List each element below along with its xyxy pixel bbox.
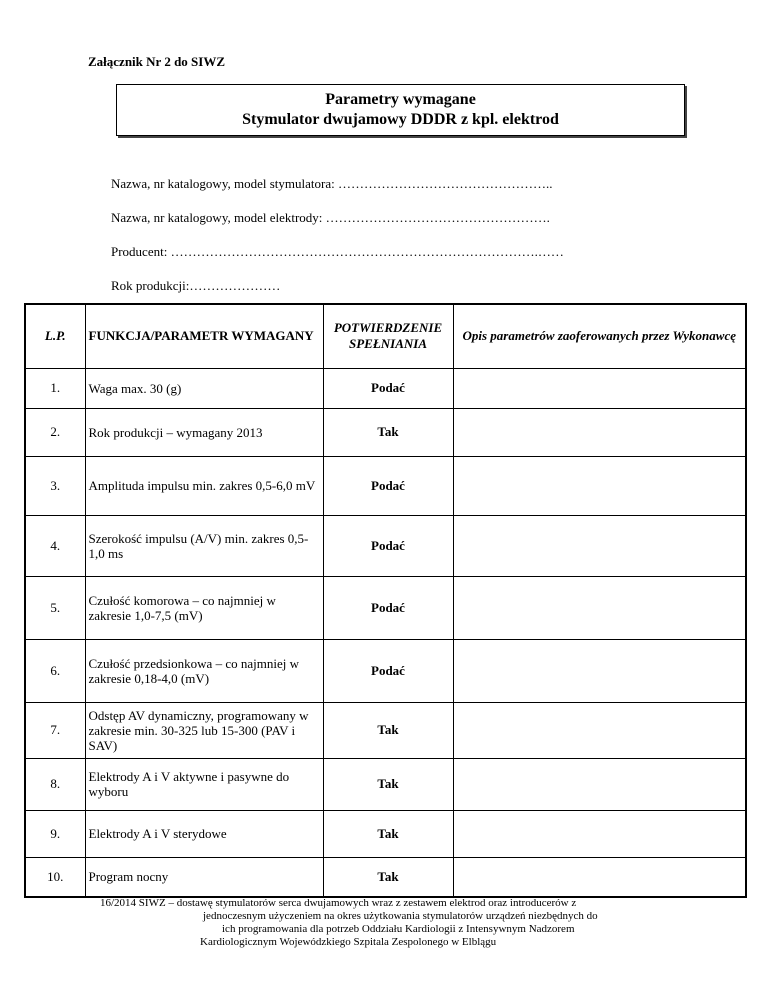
row-confirmation: Podać bbox=[323, 639, 453, 702]
field-electrode-model: Nazwa, nr katalogowy, model elektrody: ……………………………………………. bbox=[111, 210, 550, 225]
row-description[interactable] bbox=[453, 758, 746, 810]
row-function: Czułość komorowa – co najmniej w zakresie 1,0-7,5 (mV) bbox=[85, 576, 323, 639]
row-function: Szerokość impulsu (A/V) min. zakres 0,5-1,0 ms bbox=[85, 515, 323, 576]
row-lp: 10. bbox=[25, 857, 85, 897]
title-line-1: Parametry wymagane bbox=[325, 91, 476, 108]
row-description[interactable] bbox=[453, 857, 746, 897]
row-function: Elektrody A i V sterydowe bbox=[85, 810, 323, 857]
row-description[interactable] bbox=[453, 368, 746, 408]
row-lp: 7. bbox=[25, 702, 85, 758]
row-description[interactable] bbox=[453, 639, 746, 702]
row-confirmation: Tak bbox=[323, 702, 453, 758]
table-row bbox=[25, 758, 746, 810]
row-function: Czułość przedsionkowa – co najmniej w zakresie 0,18-4,0 (mV) bbox=[85, 639, 323, 702]
row-description[interactable] bbox=[453, 456, 746, 515]
row-lp: 8. bbox=[25, 758, 85, 810]
row-confirmation: Podać bbox=[323, 368, 453, 408]
parameters-table bbox=[24, 303, 747, 898]
row-function: Amplituda impulsu min. zakres 0,5-6,0 mV bbox=[85, 456, 323, 515]
footer-line-4: Kardiologicznym Wojewódzkiego Szpitala Zespolonego w Elblągu bbox=[200, 936, 497, 948]
row-function: Waga max. 30 (g) bbox=[85, 368, 323, 408]
row-description[interactable] bbox=[453, 408, 746, 456]
table-row bbox=[25, 408, 746, 456]
table-row bbox=[25, 857, 746, 897]
table-row bbox=[25, 456, 746, 515]
row-function: Rok produkcji – wymagany 2013 bbox=[85, 408, 323, 456]
footer-line-3: ich programowania dla potrzeb Oddziału Kardiologii z Intensywnym Nadzorem bbox=[222, 923, 575, 935]
header-lp: L.P. bbox=[25, 304, 85, 368]
field-producer: Producent: ………………………………………………………………………….…… bbox=[111, 244, 564, 259]
row-confirmation: Tak bbox=[323, 758, 453, 810]
row-description[interactable] bbox=[453, 576, 746, 639]
row-lp: 6. bbox=[25, 639, 85, 702]
form-fields bbox=[111, 174, 564, 310]
row-confirmation: Tak bbox=[323, 408, 453, 456]
table-row bbox=[25, 368, 746, 408]
table-row bbox=[25, 702, 746, 758]
header-description: Opis parametrów zaoferowanych przez Wykonawcę bbox=[453, 304, 746, 368]
footer-line-2: jednoczesnym użyczeniem na okres użytkowania stymulatorów urządzeń niezbędnych do bbox=[203, 910, 598, 922]
row-lp: 1. bbox=[25, 368, 85, 408]
row-lp: 5. bbox=[25, 576, 85, 639]
table-row bbox=[25, 515, 746, 576]
title-line-2: Stymulator dwujamowy DDDR z kpl. elektrod bbox=[242, 111, 559, 128]
table-row bbox=[25, 576, 746, 639]
field-production-year: Rok produkcji:………………… bbox=[111, 278, 281, 293]
row-function: Program nocny bbox=[85, 857, 323, 897]
row-lp: 4. bbox=[25, 515, 85, 576]
row-confirmation: Tak bbox=[323, 810, 453, 857]
row-lp: 2. bbox=[25, 408, 85, 456]
row-confirmation: Podać bbox=[323, 576, 453, 639]
row-lp: 9. bbox=[25, 810, 85, 857]
header-confirmation: POTWIERDZENIE SPEŁNIANIA bbox=[323, 304, 453, 368]
field-stimulator-model: Nazwa, nr katalogowy, model stymulatora: ………………………………………….. bbox=[111, 176, 553, 191]
row-function: Odstęp AV dynamiczny, programowany w zakresie min. 30-325 lub 15-300 (PAV i SAV) bbox=[85, 702, 323, 758]
title-box bbox=[116, 84, 685, 136]
row-description[interactable] bbox=[453, 515, 746, 576]
row-confirmation: Podać bbox=[323, 515, 453, 576]
row-lp: 3. bbox=[25, 456, 85, 515]
row-function: Elektrody A i V aktywne i pasywne do wyboru bbox=[85, 758, 323, 810]
row-confirmation: Tak bbox=[323, 857, 453, 897]
header-function: FUNKCJA/PARAMETR WYMAGANY bbox=[85, 304, 323, 368]
footer-note bbox=[100, 897, 680, 949]
row-confirmation: Podać bbox=[323, 456, 453, 515]
table-header-row bbox=[25, 304, 746, 368]
row-description[interactable] bbox=[453, 810, 746, 857]
table-row bbox=[25, 810, 746, 857]
table-row bbox=[25, 639, 746, 702]
annex-label: Załącznik Nr 2 do SIWZ bbox=[88, 54, 226, 69]
footer-line-1: 16/2014 SIWZ – dostawę stymulatorów serca dwujamowych wraz z zestawem elektrod oraz introducerów z bbox=[100, 897, 577, 909]
row-description[interactable] bbox=[453, 702, 746, 758]
